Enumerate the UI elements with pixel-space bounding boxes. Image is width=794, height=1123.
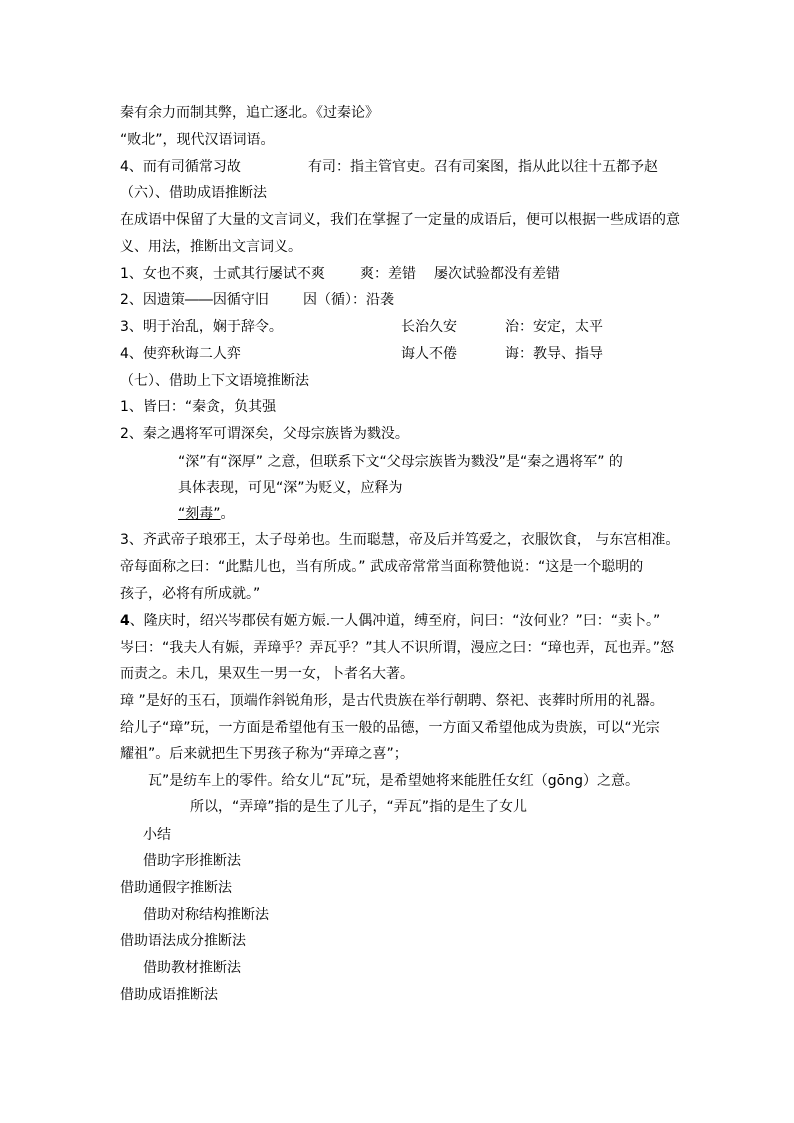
text-line: 秦有余力而制其弊，追亡逐北。《过秦论》 bbox=[120, 105, 379, 121]
text-span: 、隆庆时，绍兴岑郡侯有姬方娠.一人偶冲道，缚至府，问曰：“汝何业？”曰：“卖卜。” bbox=[129, 613, 661, 629]
summary-item: 借助成语推断法 bbox=[120, 987, 218, 1003]
text-line: “败北”，现代汉语词语。 bbox=[120, 132, 275, 148]
section-heading: （七）、借助上下文语境推断法 bbox=[120, 373, 309, 389]
summary-item: 借助对称结构推断法 bbox=[143, 907, 269, 923]
summary-heading: 小结 bbox=[143, 827, 171, 843]
section-heading: （六）、借助成语推断法 bbox=[120, 185, 267, 201]
text-line: 因（循）：沿袭 bbox=[303, 292, 394, 308]
text-line: 帝每面称之曰：“此黠儿也，当有所成。” 武成帝常常当面称赞他说：“这是一个聪明的 bbox=[120, 559, 644, 575]
text-line: 在成语中保留了大量的文言词义，我们在掌握了一定量的成语后，便可以根据一些成语的意 bbox=[120, 212, 680, 228]
text-line: 孩子，必将有所成就。” bbox=[120, 586, 261, 602]
text-line: 3、齐武帝子琅邪王，太子母弟也。生而聪慧，帝及后并笃爱之，衣服饮食， 与东宫相准。 bbox=[120, 532, 680, 548]
text-line: 4、使弈秋诲二人弈 bbox=[120, 346, 241, 362]
summary-item: 借助通假字推断法 bbox=[120, 880, 232, 896]
text-line: 2、秦之遇将军可谓深矣，父母宗族皆为戮没。 bbox=[120, 426, 409, 442]
text-line: 长治久安 bbox=[401, 319, 457, 335]
summary-item: 借助字形推断法 bbox=[143, 853, 241, 869]
text-line: 瓦”是纺车上的零件。给女儿“瓦”玩，是希望她将来能胜任女红（gōng）之意。 bbox=[148, 773, 639, 789]
text-line: 耀祖”。后来就把生下男孩子称为“弄璋之喜”； bbox=[120, 746, 408, 762]
text-line: 诲人不倦 bbox=[401, 346, 457, 362]
text-line: 义、用法，推断出文言词义。 bbox=[120, 239, 302, 255]
text-line: 璋 ”是好的玉石，顶端作斜锐角形，是古代贵族在举行朝聘、祭祀、丧葬时所用的礼器。 bbox=[120, 693, 664, 709]
underlined-word: “刻毒” bbox=[178, 506, 221, 522]
text-line bbox=[120, 611, 660, 631]
text-line: 诲：教导、指导 bbox=[505, 346, 603, 362]
text-line: 1、皆曰：“秦贪，负其强 bbox=[120, 399, 277, 415]
summary-item: 借助教材推断法 bbox=[143, 960, 241, 976]
text-line: 有司：指主管官吏。召有司案图，指从此以往十五都予赵 bbox=[308, 159, 658, 175]
text-line: 岑曰：“我夫人有娠，弄璋乎？弄瓦乎？”其人不识所谓，漫应之曰：“璋也弄，瓦也弄。”怒 bbox=[120, 640, 675, 656]
text-line: 1、女也不爽，士贰其行屡试不爽 bbox=[120, 266, 325, 282]
text-line: 而责之。未几，果双生一男一女，卜者名大著。 bbox=[120, 666, 414, 682]
summary-item: 借助语法成分推断法 bbox=[120, 933, 246, 949]
text-line: 3、明于治乱，娴于辞令。 bbox=[120, 319, 283, 335]
text-line: 2、因遗策――因循守旧 bbox=[120, 292, 269, 308]
item-number: 4 bbox=[120, 613, 130, 629]
text-line: 4、而有司循常习故 bbox=[120, 159, 241, 175]
underlined-term bbox=[178, 504, 235, 524]
text-line: 所以，“弄璋”指的是生了儿子，“弄瓦”指的是生了女儿 bbox=[190, 799, 528, 815]
punctuation: 。 bbox=[220, 506, 235, 522]
text-line: 爽：差错 bbox=[360, 266, 416, 282]
text-line: 治：安定，太平 bbox=[505, 319, 603, 335]
text-line: 具体表现，可见“深”为贬义，应释为 bbox=[178, 480, 403, 496]
text-line: “深”有“深厚” 之意，但联系下文“父母宗族皆为戮没”是“秦之遇将军” 的 bbox=[178, 454, 623, 470]
text-line: 屡次试验都没有差错 bbox=[434, 266, 560, 282]
text-line: 给儿子“璋”玩，一方面是希望他有玉一般的品德，一方面又希望他成为贵族，可以“光宗 bbox=[120, 720, 660, 736]
